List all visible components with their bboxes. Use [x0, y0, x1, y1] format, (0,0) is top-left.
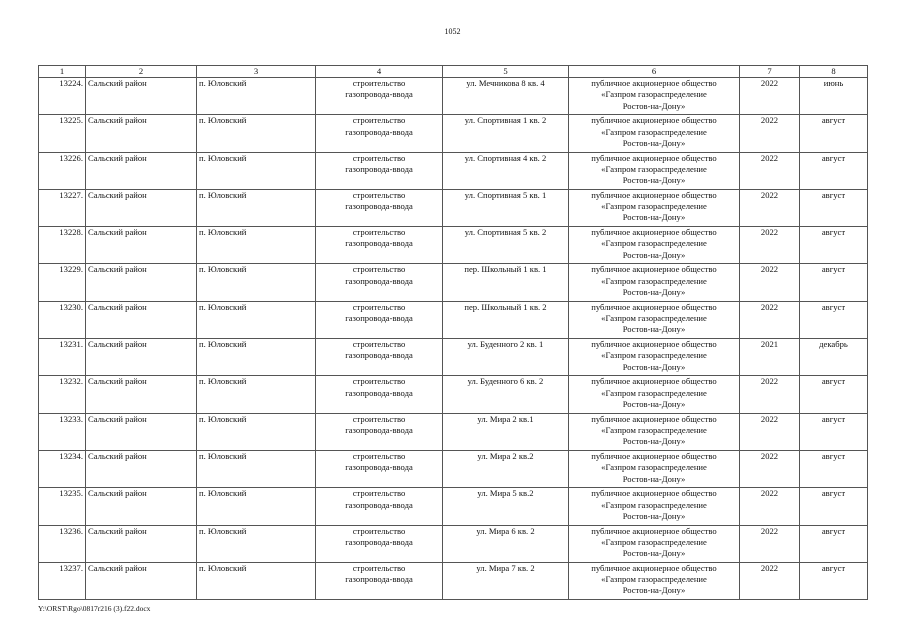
- row-number-cell: 13231.: [39, 339, 86, 376]
- work-type-line: строительство: [352, 189, 406, 200]
- row-number-cell: 13232.: [39, 376, 86, 413]
- work-type-line: строительство: [352, 450, 406, 461]
- address-cell: ул. Спортивная 1 кв. 2: [443, 115, 569, 152]
- work-type-cell: [316, 152, 443, 189]
- settlement-cell: п. Юловский: [197, 450, 316, 487]
- organization-cell: [569, 488, 740, 525]
- organization-cell: [569, 450, 740, 487]
- organization-line: Ростов-на-Дону»: [622, 212, 686, 223]
- work-type-line: газопровода-ввода: [345, 350, 413, 361]
- address-cell: ул. Мира 2 кв.1: [443, 413, 569, 450]
- year-cell: 2022: [740, 488, 800, 525]
- district-cell: Сальский район: [86, 562, 197, 599]
- work-type-cell: [316, 413, 443, 450]
- address-cell: ул. Мира 2 кв.2: [443, 450, 569, 487]
- organization-line: Ростов-на-Дону»: [622, 473, 686, 484]
- organization-line: «Газпром газораспределение: [601, 462, 707, 473]
- organization-line: «Газпром газораспределение: [601, 201, 707, 212]
- year-cell: 2022: [740, 189, 800, 226]
- month-cell: август: [800, 301, 868, 338]
- district-cell: Сальский район: [86, 339, 197, 376]
- work-type-line: строительство: [352, 264, 406, 275]
- organization-line: публичное акционерное общество: [591, 227, 717, 238]
- row-number-cell: 13229.: [39, 264, 86, 301]
- work-type-line: строительство: [352, 301, 406, 312]
- organization-line: Ростов-на-Дону»: [622, 361, 686, 372]
- work-type-line: газопровода-ввода: [345, 275, 413, 286]
- work-type-line: строительство: [352, 115, 406, 126]
- table-row: [39, 152, 868, 189]
- year-cell: 2022: [740, 562, 800, 599]
- settlement-cell: п. Юловский: [197, 562, 316, 599]
- work-type-line: газопровода-ввода: [345, 574, 413, 585]
- row-number-cell: 13235.: [39, 488, 86, 525]
- row-number-cell: 13225.: [39, 115, 86, 152]
- month-cell: август: [800, 562, 868, 599]
- header-row: [39, 66, 868, 78]
- organization-cell: [569, 227, 740, 264]
- address-cell: ул. Спортивная 4 кв. 2: [443, 152, 569, 189]
- year-cell: 2022: [740, 264, 800, 301]
- work-type-line: газопровода-ввода: [345, 238, 413, 249]
- year-cell: 2022: [740, 525, 800, 562]
- address-cell: пер. Школьный 1 кв. 2: [443, 301, 569, 338]
- organization-cell: [569, 78, 740, 115]
- organization-cell: [569, 264, 740, 301]
- organization-cell: [569, 152, 740, 189]
- work-type-cell: [316, 525, 443, 562]
- table-row: [39, 562, 868, 599]
- column-header: 8: [800, 66, 868, 78]
- organization-line: Ростов-на-Дону»: [622, 100, 686, 111]
- column-header: 5: [443, 66, 569, 78]
- settlement-cell: п. Юловский: [197, 227, 316, 264]
- row-number-cell: 13228.: [39, 227, 86, 264]
- month-cell: август: [800, 152, 868, 189]
- table-row: [39, 488, 868, 525]
- work-type-cell: [316, 264, 443, 301]
- row-number-cell: 13236.: [39, 525, 86, 562]
- year-cell: 2022: [740, 78, 800, 115]
- district-cell: Сальский район: [86, 301, 197, 338]
- organization-line: публичное акционерное общество: [591, 525, 717, 536]
- district-cell: Сальский район: [86, 227, 197, 264]
- district-cell: Сальский район: [86, 78, 197, 115]
- table-row: [39, 227, 868, 264]
- row-number-cell: 13224.: [39, 78, 86, 115]
- work-type-line: строительство: [352, 78, 406, 88]
- settlement-cell: п. Юловский: [197, 115, 316, 152]
- row-number-cell: 13233.: [39, 413, 86, 450]
- settlement-cell: п. Юловский: [197, 376, 316, 413]
- organization-line: публичное акционерное общество: [591, 488, 717, 499]
- work-type-line: строительство: [352, 413, 406, 424]
- address-cell: ул. Спортивная 5 кв. 2: [443, 227, 569, 264]
- organization-line: публичное акционерное общество: [591, 450, 717, 461]
- settlement-cell: п. Юловский: [197, 525, 316, 562]
- work-type-cell: [316, 227, 443, 264]
- year-cell: 2022: [740, 115, 800, 152]
- district-cell: Сальский район: [86, 152, 197, 189]
- address-cell: ул. Мечникова 8 кв. 4: [443, 78, 569, 115]
- work-type-line: газопровода-ввода: [345, 536, 413, 547]
- work-type-line: газопровода-ввода: [345, 201, 413, 212]
- organization-line: «Газпром газораспределение: [601, 313, 707, 324]
- organization-cell: [569, 339, 740, 376]
- settlement-cell: п. Юловский: [197, 264, 316, 301]
- district-cell: Сальский район: [86, 115, 197, 152]
- table-row: [39, 78, 868, 115]
- page-number: 1052: [444, 27, 461, 36]
- footer-file-path: Y:\ORST\Rgo\0817r216 (3).f22.docx: [38, 604, 151, 613]
- organization-line: Ростов-на-Дону»: [622, 175, 686, 186]
- organization-line: публичное акционерное общество: [591, 264, 717, 275]
- organization-cell: [569, 115, 740, 152]
- organization-line: публичное акционерное общество: [591, 152, 717, 163]
- row-number-cell: 13226.: [39, 152, 86, 189]
- organization-line: публичное акционерное общество: [591, 413, 717, 424]
- organization-line: Ростов-на-Дону»: [622, 585, 686, 596]
- organization-cell: [569, 376, 740, 413]
- organization-line: «Газпром газораспределение: [601, 275, 707, 286]
- work-type-cell: [316, 189, 443, 226]
- work-type-line: строительство: [352, 339, 406, 350]
- table-row: [39, 413, 868, 450]
- year-cell: 2022: [740, 152, 800, 189]
- settlement-cell: п. Юловский: [197, 413, 316, 450]
- year-cell: 2022: [740, 413, 800, 450]
- address-cell: ул. Спортивная 5 кв. 1: [443, 189, 569, 226]
- organization-line: публичное акционерное общество: [591, 189, 717, 200]
- month-cell: август: [800, 525, 868, 562]
- row-number-cell: 13237.: [39, 562, 86, 599]
- work-type-line: газопровода-ввода: [345, 499, 413, 510]
- work-type-line: строительство: [352, 562, 406, 573]
- organization-line: Ростов-на-Дону»: [622, 436, 686, 447]
- month-cell: август: [800, 227, 868, 264]
- work-type-line: газопровода-ввода: [345, 424, 413, 435]
- organization-cell: [569, 301, 740, 338]
- organization-line: публичное акционерное общество: [591, 339, 717, 350]
- table-row: [39, 301, 868, 338]
- organization-line: «Газпром газораспределение: [601, 350, 707, 361]
- month-cell: август: [800, 189, 868, 226]
- year-cell: 2022: [740, 227, 800, 264]
- organization-line: «Газпром газораспределение: [601, 499, 707, 510]
- table-row: [39, 376, 868, 413]
- organization-line: «Газпром газораспределение: [601, 89, 707, 100]
- month-cell: август: [800, 413, 868, 450]
- organization-cell: [569, 189, 740, 226]
- district-cell: Сальский район: [86, 376, 197, 413]
- work-type-cell: [316, 301, 443, 338]
- year-cell: 2022: [740, 376, 800, 413]
- row-number-cell: 13234.: [39, 450, 86, 487]
- row-number-cell: 13230.: [39, 301, 86, 338]
- work-type-cell: [316, 376, 443, 413]
- column-header: 6: [569, 66, 740, 78]
- organization-cell: [569, 525, 740, 562]
- work-type-line: строительство: [352, 488, 406, 499]
- work-type-line: строительство: [352, 227, 406, 238]
- settlement-cell: п. Юловский: [197, 339, 316, 376]
- address-cell: ул. Буденного 2 кв. 1: [443, 339, 569, 376]
- year-cell: 2022: [740, 450, 800, 487]
- organization-line: Ростов-на-Дону»: [622, 287, 686, 298]
- settlement-cell: п. Юловский: [197, 152, 316, 189]
- organization-line: Ростов-на-Дону»: [622, 324, 686, 335]
- month-cell: август: [800, 115, 868, 152]
- work-type-cell: [316, 450, 443, 487]
- organization-line: Ростов-на-Дону»: [622, 548, 686, 559]
- district-cell: Сальский район: [86, 450, 197, 487]
- month-cell: июнь: [800, 78, 868, 115]
- address-cell: ул. Буденного 6 кв. 2: [443, 376, 569, 413]
- column-header: 7: [740, 66, 800, 78]
- table-row: [39, 115, 868, 152]
- district-cell: Сальский район: [86, 525, 197, 562]
- work-type-line: газопровода-ввода: [345, 126, 413, 137]
- work-type-cell: [316, 115, 443, 152]
- organization-line: Ростов-на-Дону»: [622, 510, 686, 521]
- month-cell: август: [800, 376, 868, 413]
- work-type-cell: [316, 339, 443, 376]
- settlement-cell: п. Юловский: [197, 301, 316, 338]
- district-cell: Сальский район: [86, 413, 197, 450]
- organization-line: публичное акционерное общество: [591, 301, 717, 312]
- organization-line: Ростов-на-Дону»: [622, 249, 686, 260]
- organization-line: публичное акционерное общество: [591, 562, 717, 573]
- work-type-cell: [316, 78, 443, 115]
- column-header: 2: [86, 66, 197, 78]
- work-type-line: газопровода-ввода: [345, 163, 413, 174]
- organization-line: «Газпром газораспределение: [601, 424, 707, 435]
- organization-cell: [569, 413, 740, 450]
- month-cell: август: [800, 450, 868, 487]
- organization-line: публичное акционерное общество: [591, 376, 717, 387]
- row-number-cell: 13227.: [39, 189, 86, 226]
- settlement-cell: п. Юловский: [197, 78, 316, 115]
- year-cell: 2021: [740, 339, 800, 376]
- column-header: 4: [316, 66, 443, 78]
- district-cell: Сальский район: [86, 488, 197, 525]
- organization-line: «Газпром газораспределение: [601, 387, 707, 398]
- registry-table: [38, 65, 868, 600]
- column-header: 3: [197, 66, 316, 78]
- organization-line: публичное акционерное общество: [591, 115, 717, 126]
- address-cell: ул. Мира 5 кв.2: [443, 488, 569, 525]
- work-type-cell: [316, 562, 443, 599]
- organization-line: публичное акционерное общество: [591, 78, 717, 88]
- organization-line: «Газпром газораспределение: [601, 536, 707, 547]
- address-cell: ул. Мира 7 кв. 2: [443, 562, 569, 599]
- work-type-line: газопровода-ввода: [345, 313, 413, 324]
- table-row: [39, 339, 868, 376]
- column-header: 1: [39, 66, 86, 78]
- month-cell: август: [800, 488, 868, 525]
- work-type-cell: [316, 488, 443, 525]
- work-type-line: газопровода-ввода: [345, 462, 413, 473]
- work-type-line: строительство: [352, 376, 406, 387]
- address-cell: пер. Школьный 1 кв. 1: [443, 264, 569, 301]
- organization-line: «Газпром газораспределение: [601, 126, 707, 137]
- work-type-line: строительство: [352, 152, 406, 163]
- table-row: [39, 450, 868, 487]
- organization-cell: [569, 562, 740, 599]
- year-cell: 2022: [740, 301, 800, 338]
- settlement-cell: п. Юловский: [197, 189, 316, 226]
- work-type-line: строительство: [352, 525, 406, 536]
- work-type-line: газопровода-ввода: [345, 89, 413, 100]
- organization-line: Ростов-на-Дону»: [622, 137, 686, 148]
- organization-line: «Газпром газораспределение: [601, 238, 707, 249]
- district-cell: Сальский район: [86, 189, 197, 226]
- district-cell: Сальский район: [86, 264, 197, 301]
- month-cell: декабрь: [800, 339, 868, 376]
- settlement-cell: п. Юловский: [197, 488, 316, 525]
- table-row: [39, 264, 868, 301]
- organization-line: Ростов-на-Дону»: [622, 398, 686, 409]
- table-row: [39, 189, 868, 226]
- month-cell: август: [800, 264, 868, 301]
- table-body: [39, 78, 868, 600]
- work-type-line: газопровода-ввода: [345, 387, 413, 398]
- address-cell: ул. Мира 6 кв. 2: [443, 525, 569, 562]
- table-row: [39, 525, 868, 562]
- organization-line: «Газпром газораспределение: [601, 163, 707, 174]
- organization-line: «Газпром газораспределение: [601, 574, 707, 585]
